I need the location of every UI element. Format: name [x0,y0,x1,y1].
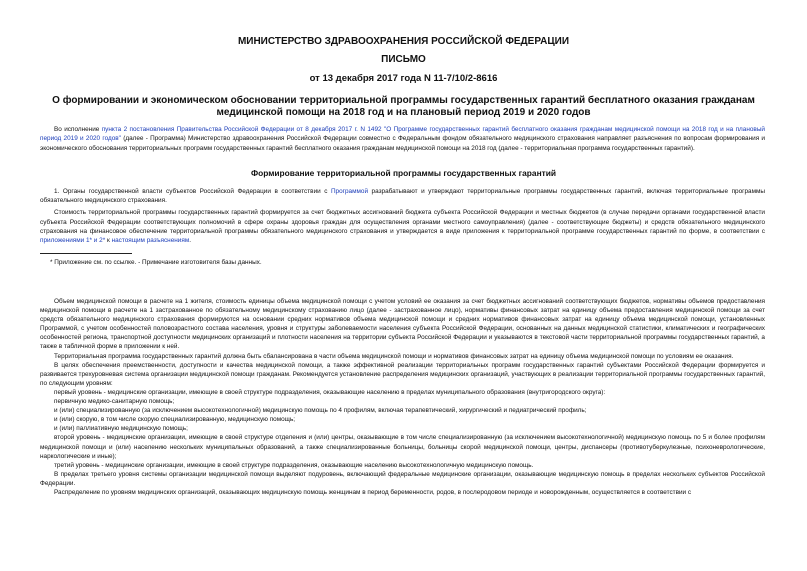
appendices-link[interactable]: приложениями 1* и 2* [40,237,106,245]
intro-text-start: Во исполнение [54,126,102,133]
document-date-number: от 13 декабря 2017 года N 11-7/10/2-8616 [309,73,498,84]
list-item: и (или) паллиативную медицинскую помощь; [54,425,188,433]
section-heading: Формирование территориальной программы государственных гарантий [250,168,557,178]
ministry-name: МИНИСТЕРСТВО ЗДРАВООХРАНЕНИЯ РОССИЙСКОЙ ФЕДЕРАЦИИ [237,36,570,47]
list-item: первый уровень - медицинские организации, имеющие в своей структуре подразделения, оказывающие населению в пределах муниципального образования (внутригородского округа): [54,388,606,396]
clarifications-link[interactable]: настоящим разъяснениям [111,237,190,245]
list-item: первичную медико-санитарную помощь; [54,398,175,406]
document-type: ПИСЬМО [381,54,426,65]
footnote-divider [40,253,132,254]
paragraph-2-start: Стоимость территориальной программы государственных гарантий формируется за счет бюджетных ассигнований бюджета субъекта Российской Федерации и местных бюджетов (в случае передачи органами государственной власти субъекта Российской Федерации соответствующих полномочий в сфере охраны здоровья граждан для осуществления органами местного самоуправления) (далее - соответствующие бюджеты) и средств обязательного медицинского страхования на финансовое обеспечение территориальной программы обязательного медицинского страхования и утверждается в виде приложения к территориальной программе государственных гарантий по форме, в соответствии с [40,209,765,235]
section-body [40,187,765,245]
footnote: * Приложение см. по ссылке. - Примечание изготовителя базы данных. [50,259,262,266]
paragraph-2-end: . [189,237,192,245]
document-title: О формировании и экономическом обосновании территориальной программы государственных гарантий бесплатного оказания гражданам медицинской помощи на 2018 год и на плановый период 2019 и 2020 годов [52,95,755,118]
paragraph: В пределах третьего уровня системы организации медицинской помощи выделяют подуровень, включающий федеральные медицинские организации, оказывающие медицинскую помощь в пределах нескольких субъектов Российской Федерации. [40,470,765,487]
paragraph: Распределение по уровням медицинских организаций, оказывающих медицинскую помощь женщинам в период беременности, родов, в послеродовом периоде и новорожденным, осуществляется в соответствии с [54,488,692,496]
paragraph: второй уровень - медицинские организации, имеющие в своей структуре отделения и (или) центры, оказывающие в том числе специализированную (за исключением высокотехнологичной) медицинскую помощь по 5 и более профилям медицинской помощи и (или) населению нескольких муниципальных образований, а также специализированные больницы, больницы скорой медицинской помощи, центры, диспансеры (противотуберкулезные, психоневрологические, наркологические и иные); [40,434,765,460]
paragraph: Объем медицинской помощи в расчете на 1 жителя, стоимость единицы объема медицинской помощи с учетом условий ее оказания за счет бюджетных ассигнований соответствующих бюджетов, нормативы объемов предоставления медицинской помощи в расчете на 1 застрахованное по обязательному медицинскому страхованию лицо (далее - застрахованное лицо), нормативы финансовых затрат на единицу объема предоставления медицинской помощи за счет средств обязательного медицинского страхования формируются на основании средних нормативов объема медицинской помощи и средних нормативов финансовых затрат на единицу объема медицинской помощи, установленных Программой, с учетом особенностей половозрастного состава населения, уровня и структуры заболеваемости населения субъекта Российской Федерации, основанных на данных медицинской статистики, климатических и географических особенностей региона, транспортной доступности медицинских организаций и плотности населения на территории субъекта Российской Федерации и указываются в текстовой части территориальной программы государственных гарантий, а также в табличной форме в приложении к ней. [40,298,765,351]
paragraph-1-start: 1. Органы государственной власти субъектов Российской Федерации в соответствии с [54,188,331,195]
paragraph-1-end: разрабатывают и утверждают территориальные программы государственных гарантий, включая территориальные программы обязательного медицинского страхования. [40,188,765,205]
paragraph: В целях обеспечения преемственности, доступности и качества медицинской помощи, а также эффективной реализации территориальных программ государственных гарантий субъектами Российской Федерации формируется и развивается трехуровневая система организации медицинской помощи гражданам. Рекомендуется установление распределения медицинских организаций, участвующих в реализации территориальной программы государственных гарантий, по следующим уровням: [40,361,765,387]
list-item: третий уровень - медицинские организации, имеющие в своей структуре подразделения, оказывающие населению высокотехнологичную медицинскую помощь. [54,461,534,469]
intro-text-end: (далее - Программа) Министерство здравоохранения Российской Федерации совместно с Федеральным фондом обязательного медицинского страхования направляет разъяснения по вопросам формирования и экономического обоснования территориальных программ государственных гарантий бесплатного оказания гражданам медицинской помощи на 2018 год (далее - территориальная программа государственных гарантий). [40,135,766,152]
paragraph-2-mid: к [105,237,112,245]
intro-paragraph [40,125,765,153]
main-body [40,297,765,497]
list-item: и (или) специализированную (за исключением высокотехнологичной) медицинскую помощь по 4 профилям, включая терапевтический, хирургический и педиатрический профиль; [54,407,587,415]
government-decree-link[interactable]: пункта 2 постановления Правительства Российской Федерации от 8 декабря 2017 г. N 1492 "О Программе государственных гарантий бесплатного оказания гражданам медицинской помощи на 2018 год и на плановый период 2019 и 2020 годов" [40,126,765,143]
list-item: и (или) скорую, в том числе скорую специализированную, медицинскую помощь; [54,416,296,424]
paragraph: Территориальная программа государственных гарантий должна быть сбалансирована в части объема медицинской помощи и нормативов финансовых затрат на единицу объема медицинской помощи по условиям ее оказания. [54,352,734,360]
program-link[interactable]: Программой [330,188,369,195]
